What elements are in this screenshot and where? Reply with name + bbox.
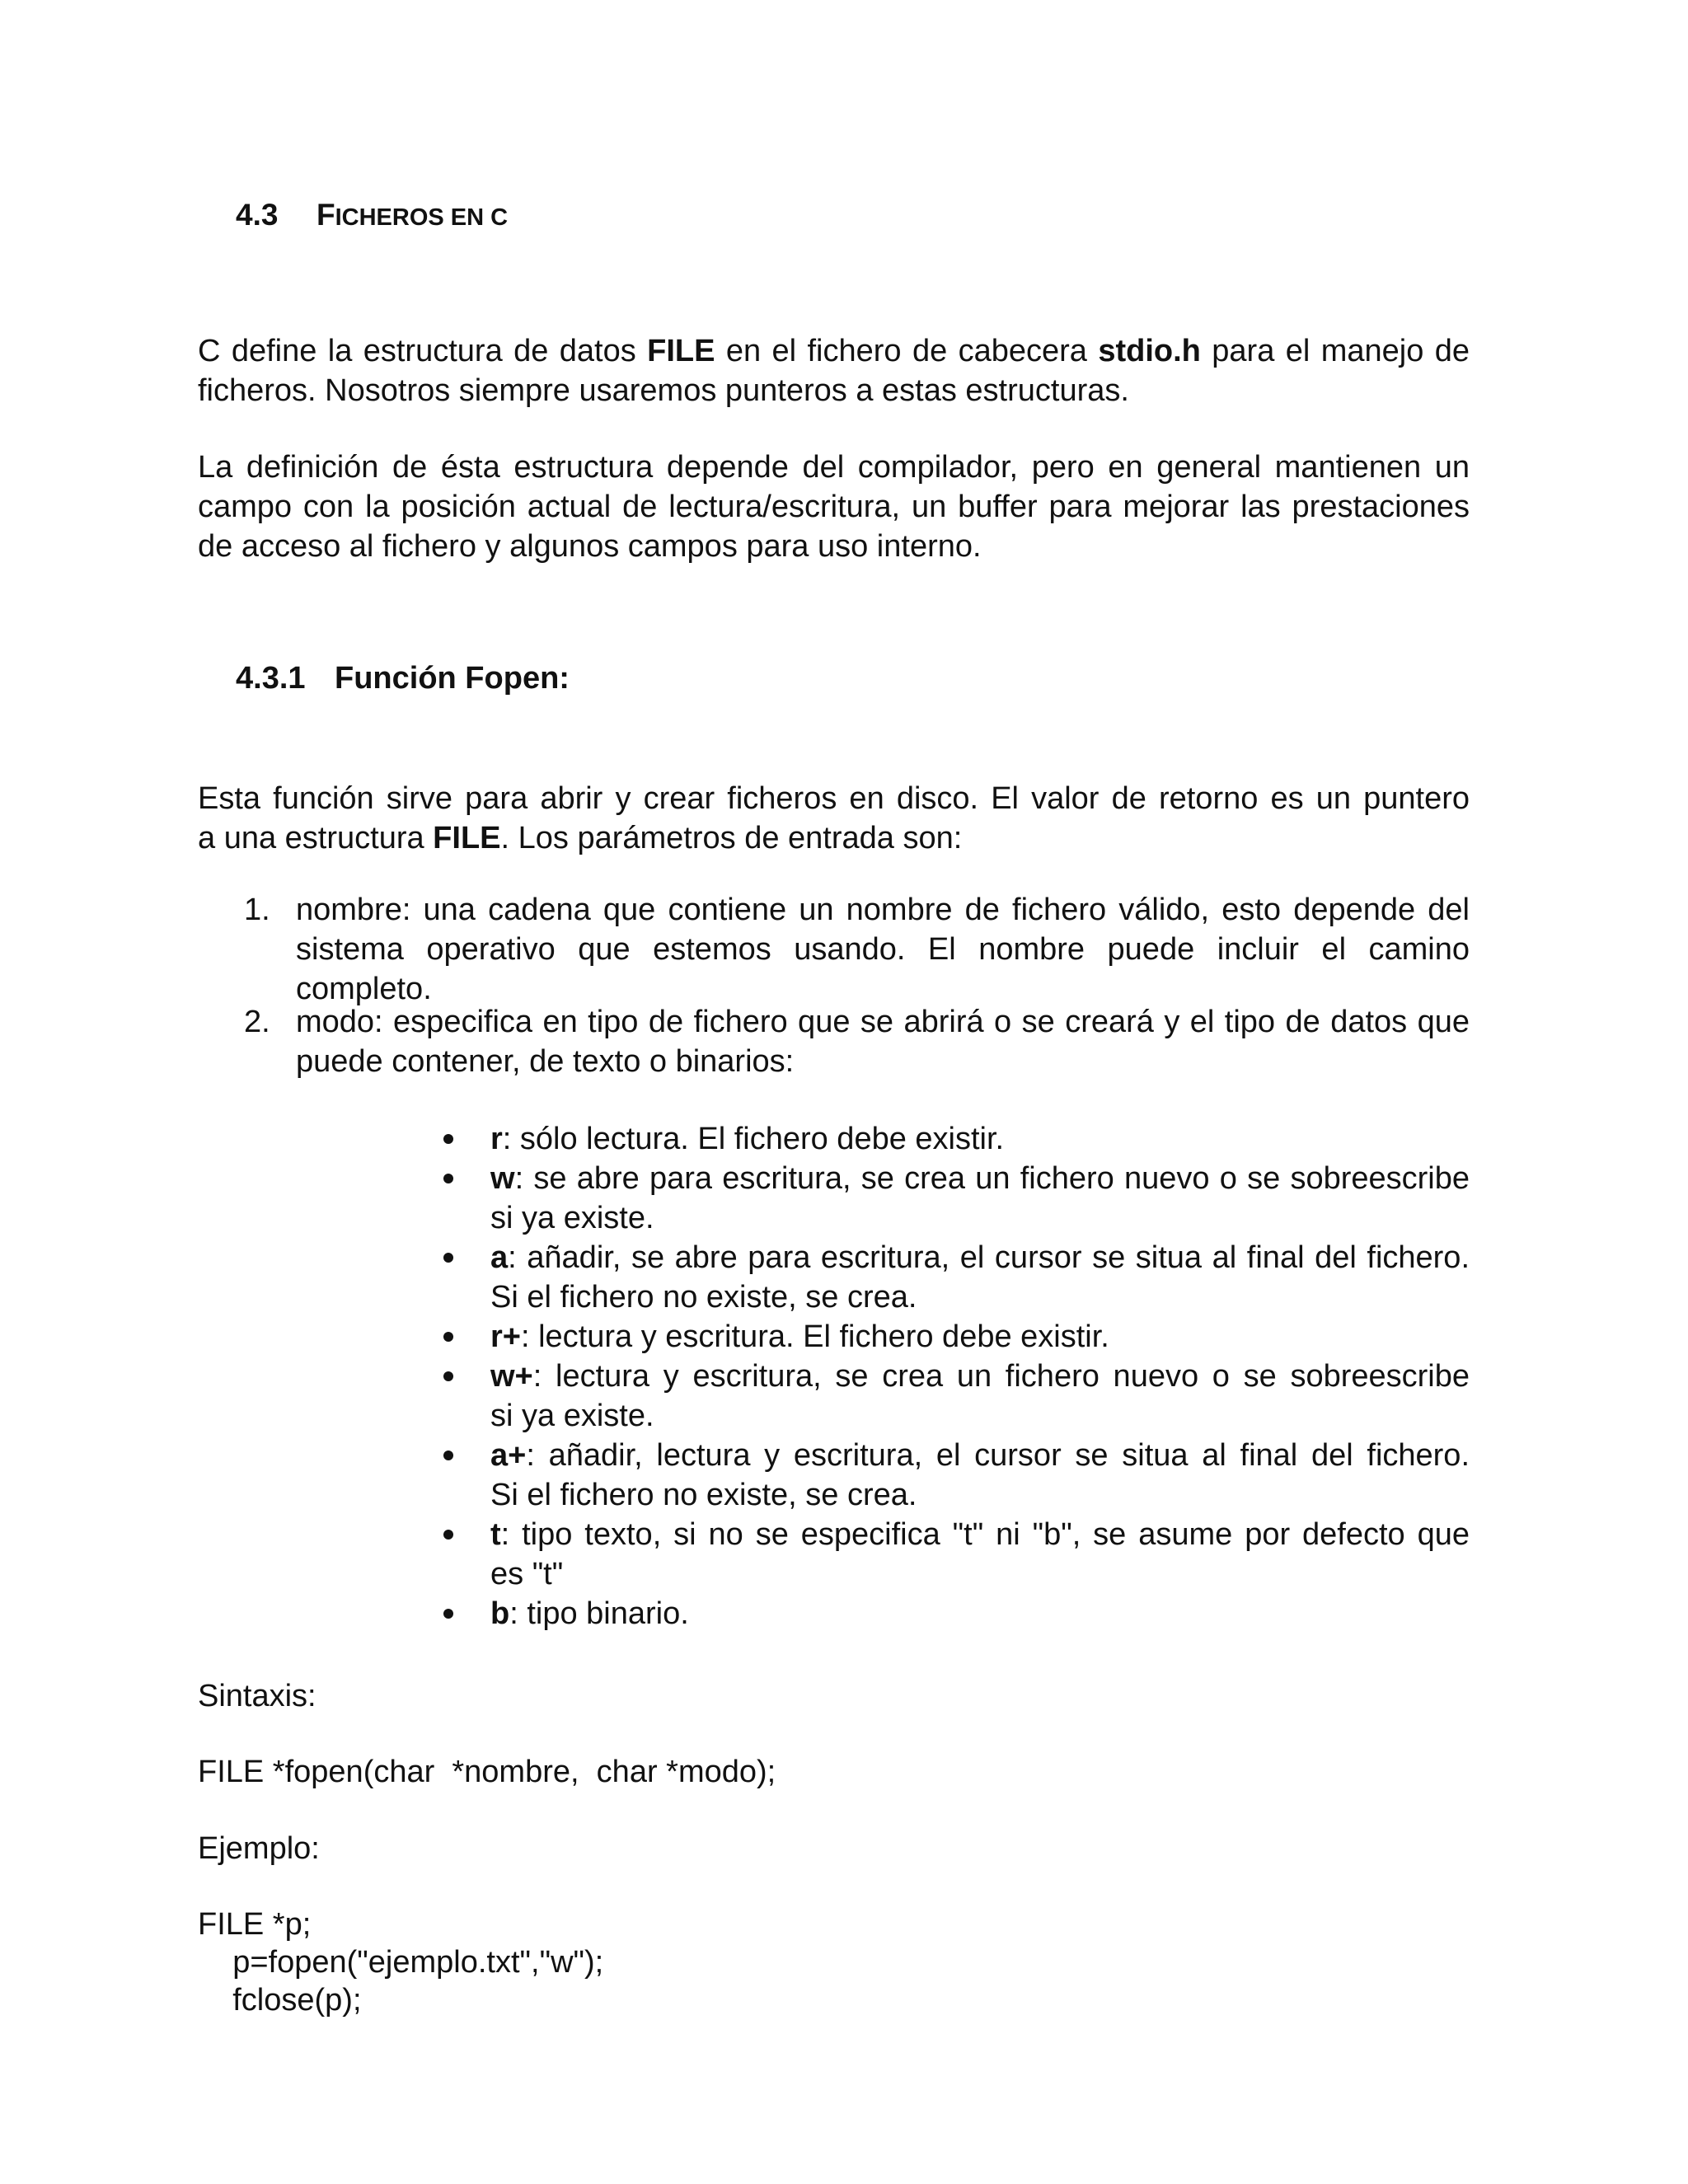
mode-description: : lectura y escritura. El fichero debe existir. — [520, 1319, 1109, 1354]
paragraph-line: de acceso al fichero y algunos campos para uso interno. — [198, 529, 982, 564]
mode-key: a — [490, 1240, 509, 1275]
list-item-line: completo. — [296, 972, 432, 1006]
list-item — [437, 1238, 1470, 1317]
mode-description: : lectura y escritura, se crea un fichero nuevo o se sobreescribe — [532, 1359, 1470, 1394]
subsection-number: 4.3.1 — [236, 661, 306, 696]
list-item-line: es "t" — [490, 1557, 564, 1591]
section-title-initial: F — [316, 198, 335, 232]
paragraph-line — [198, 331, 1470, 371]
syntax-code: FILE *fopen(char *nombre, char *modo); — [198, 1755, 776, 1789]
bullet-icon — [443, 1530, 453, 1540]
bullet-icon — [443, 1134, 453, 1144]
list-number: 1. — [244, 893, 270, 927]
list-item-line — [490, 1317, 1470, 1357]
mode-description: : sólo lectura. El fichero debe existir. — [502, 1122, 1005, 1156]
list-item — [437, 1515, 1470, 1594]
mode-key: b — [490, 1596, 510, 1631]
list-item-line: sistema operativo que estemos usando. El nombre puede incluir el camino — [296, 932, 1470, 967]
list-item-line — [490, 1436, 1470, 1475]
example-code-line: FILE *p; — [198, 1907, 312, 1942]
bullet-icon — [443, 1451, 453, 1460]
intro-paragraph-2 — [198, 448, 1470, 566]
list-item — [437, 1119, 1470, 1159]
fopen-intro-paragraph — [198, 779, 1470, 858]
file-keyword: FILE — [647, 334, 715, 368]
example-code-line: fclose(p); — [198, 1983, 362, 2018]
bullet-icon — [443, 1174, 453, 1183]
list-item — [437, 1357, 1470, 1436]
list-item — [437, 1317, 1470, 1357]
list-item-line — [490, 1515, 1470, 1554]
mode-key: r+ — [490, 1319, 521, 1354]
list-item — [437, 1159, 1470, 1238]
text-run: . Los parámetros de entrada son: — [500, 821, 963, 855]
paragraph-line: campo con la posición actual de lectura/escritura, un buffer para mejorar las prestaciones — [198, 490, 1470, 524]
mode-list — [437, 1119, 1470, 1633]
syntax-label: Sintaxis: — [198, 1679, 316, 1713]
file-keyword: FILE — [433, 821, 501, 855]
paragraph-line — [198, 818, 1470, 858]
subsection-heading — [236, 661, 570, 696]
mode-key: t — [490, 1517, 501, 1552]
list-item — [437, 1436, 1470, 1515]
list-item-line: puede contener, de texto o binarios: — [296, 1044, 795, 1079]
mode-description: : tipo texto, si no se especifica "t" ni "b", se asume por defecto que — [500, 1517, 1470, 1552]
bullet-icon — [443, 1332, 453, 1342]
mode-key: a+ — [490, 1438, 527, 1473]
list-item — [198, 890, 1470, 1009]
text-run: a una estructura — [198, 821, 434, 855]
list-item-line: si ya existe. — [490, 1399, 654, 1433]
text-run: C define la estructura de datos — [198, 334, 648, 368]
bullet-icon — [443, 1609, 453, 1619]
text-run: para el manejo de — [1200, 334, 1470, 368]
list-item-line: Si el fichero no existe, se crea. — [490, 1280, 917, 1315]
list-item-line: modo: especifica en tipo de fichero que se abrirá o se creará y el tipo de datos que — [296, 1005, 1470, 1039]
list-item-line: nombre: una cadena que contiene un nombre de fichero válido, esto depende del — [296, 893, 1470, 927]
mode-key: r — [490, 1122, 503, 1156]
list-item-line — [490, 1119, 1470, 1159]
list-item-line — [490, 1238, 1470, 1277]
bullet-icon — [443, 1371, 453, 1381]
intro-paragraph-1 — [198, 331, 1470, 410]
stdio-keyword: stdio.h — [1098, 334, 1201, 368]
list-item-line — [490, 1357, 1470, 1396]
list-item-line: Si el fichero no existe, se crea. — [490, 1478, 917, 1512]
parameter-list — [198, 890, 1470, 1081]
mode-description: : tipo binario. — [509, 1596, 689, 1631]
list-item-line — [490, 1594, 1470, 1633]
section-title-rest: ICHEROS EN C — [335, 204, 509, 231]
mode-key: w — [490, 1161, 515, 1196]
list-item-line — [490, 1159, 1470, 1198]
bullet-icon — [443, 1253, 453, 1263]
section-heading — [236, 198, 508, 232]
list-item-line: si ya existe. — [490, 1201, 654, 1235]
mode-description: : añadir, se abre para escritura, el cursor se situa al final del fichero. — [508, 1240, 1470, 1275]
list-item — [437, 1594, 1470, 1633]
mode-description: : añadir, lectura y escritura, el cursor se situa al final del fichero. — [526, 1438, 1470, 1473]
section-number: 4.3 — [236, 198, 279, 232]
list-number: 2. — [244, 1005, 270, 1039]
mode-description: : se abre para escritura, se crea un fichero nuevo o se sobreescribe — [514, 1161, 1470, 1196]
text-run: en el fichero de cabecera — [715, 334, 1099, 368]
example-code-line: p=fopen("ejemplo.txt","w"); — [198, 1945, 604, 1980]
mode-key: w+ — [490, 1359, 533, 1394]
example-label: Ejemplo: — [198, 1831, 320, 1866]
list-item — [198, 1002, 1470, 1081]
paragraph-line: La definición de ésta estructura depende del compilador, pero en general mantienen un — [198, 450, 1470, 485]
paragraph-line: ficheros. Nosotros siempre usaremos punteros a estas estructuras. — [198, 373, 1129, 408]
paragraph-line: Esta función sirve para abrir y crear ficheros en disco. El valor de retorno es un puntero — [198, 781, 1470, 816]
subsection-title: Función Fopen: — [335, 661, 570, 696]
